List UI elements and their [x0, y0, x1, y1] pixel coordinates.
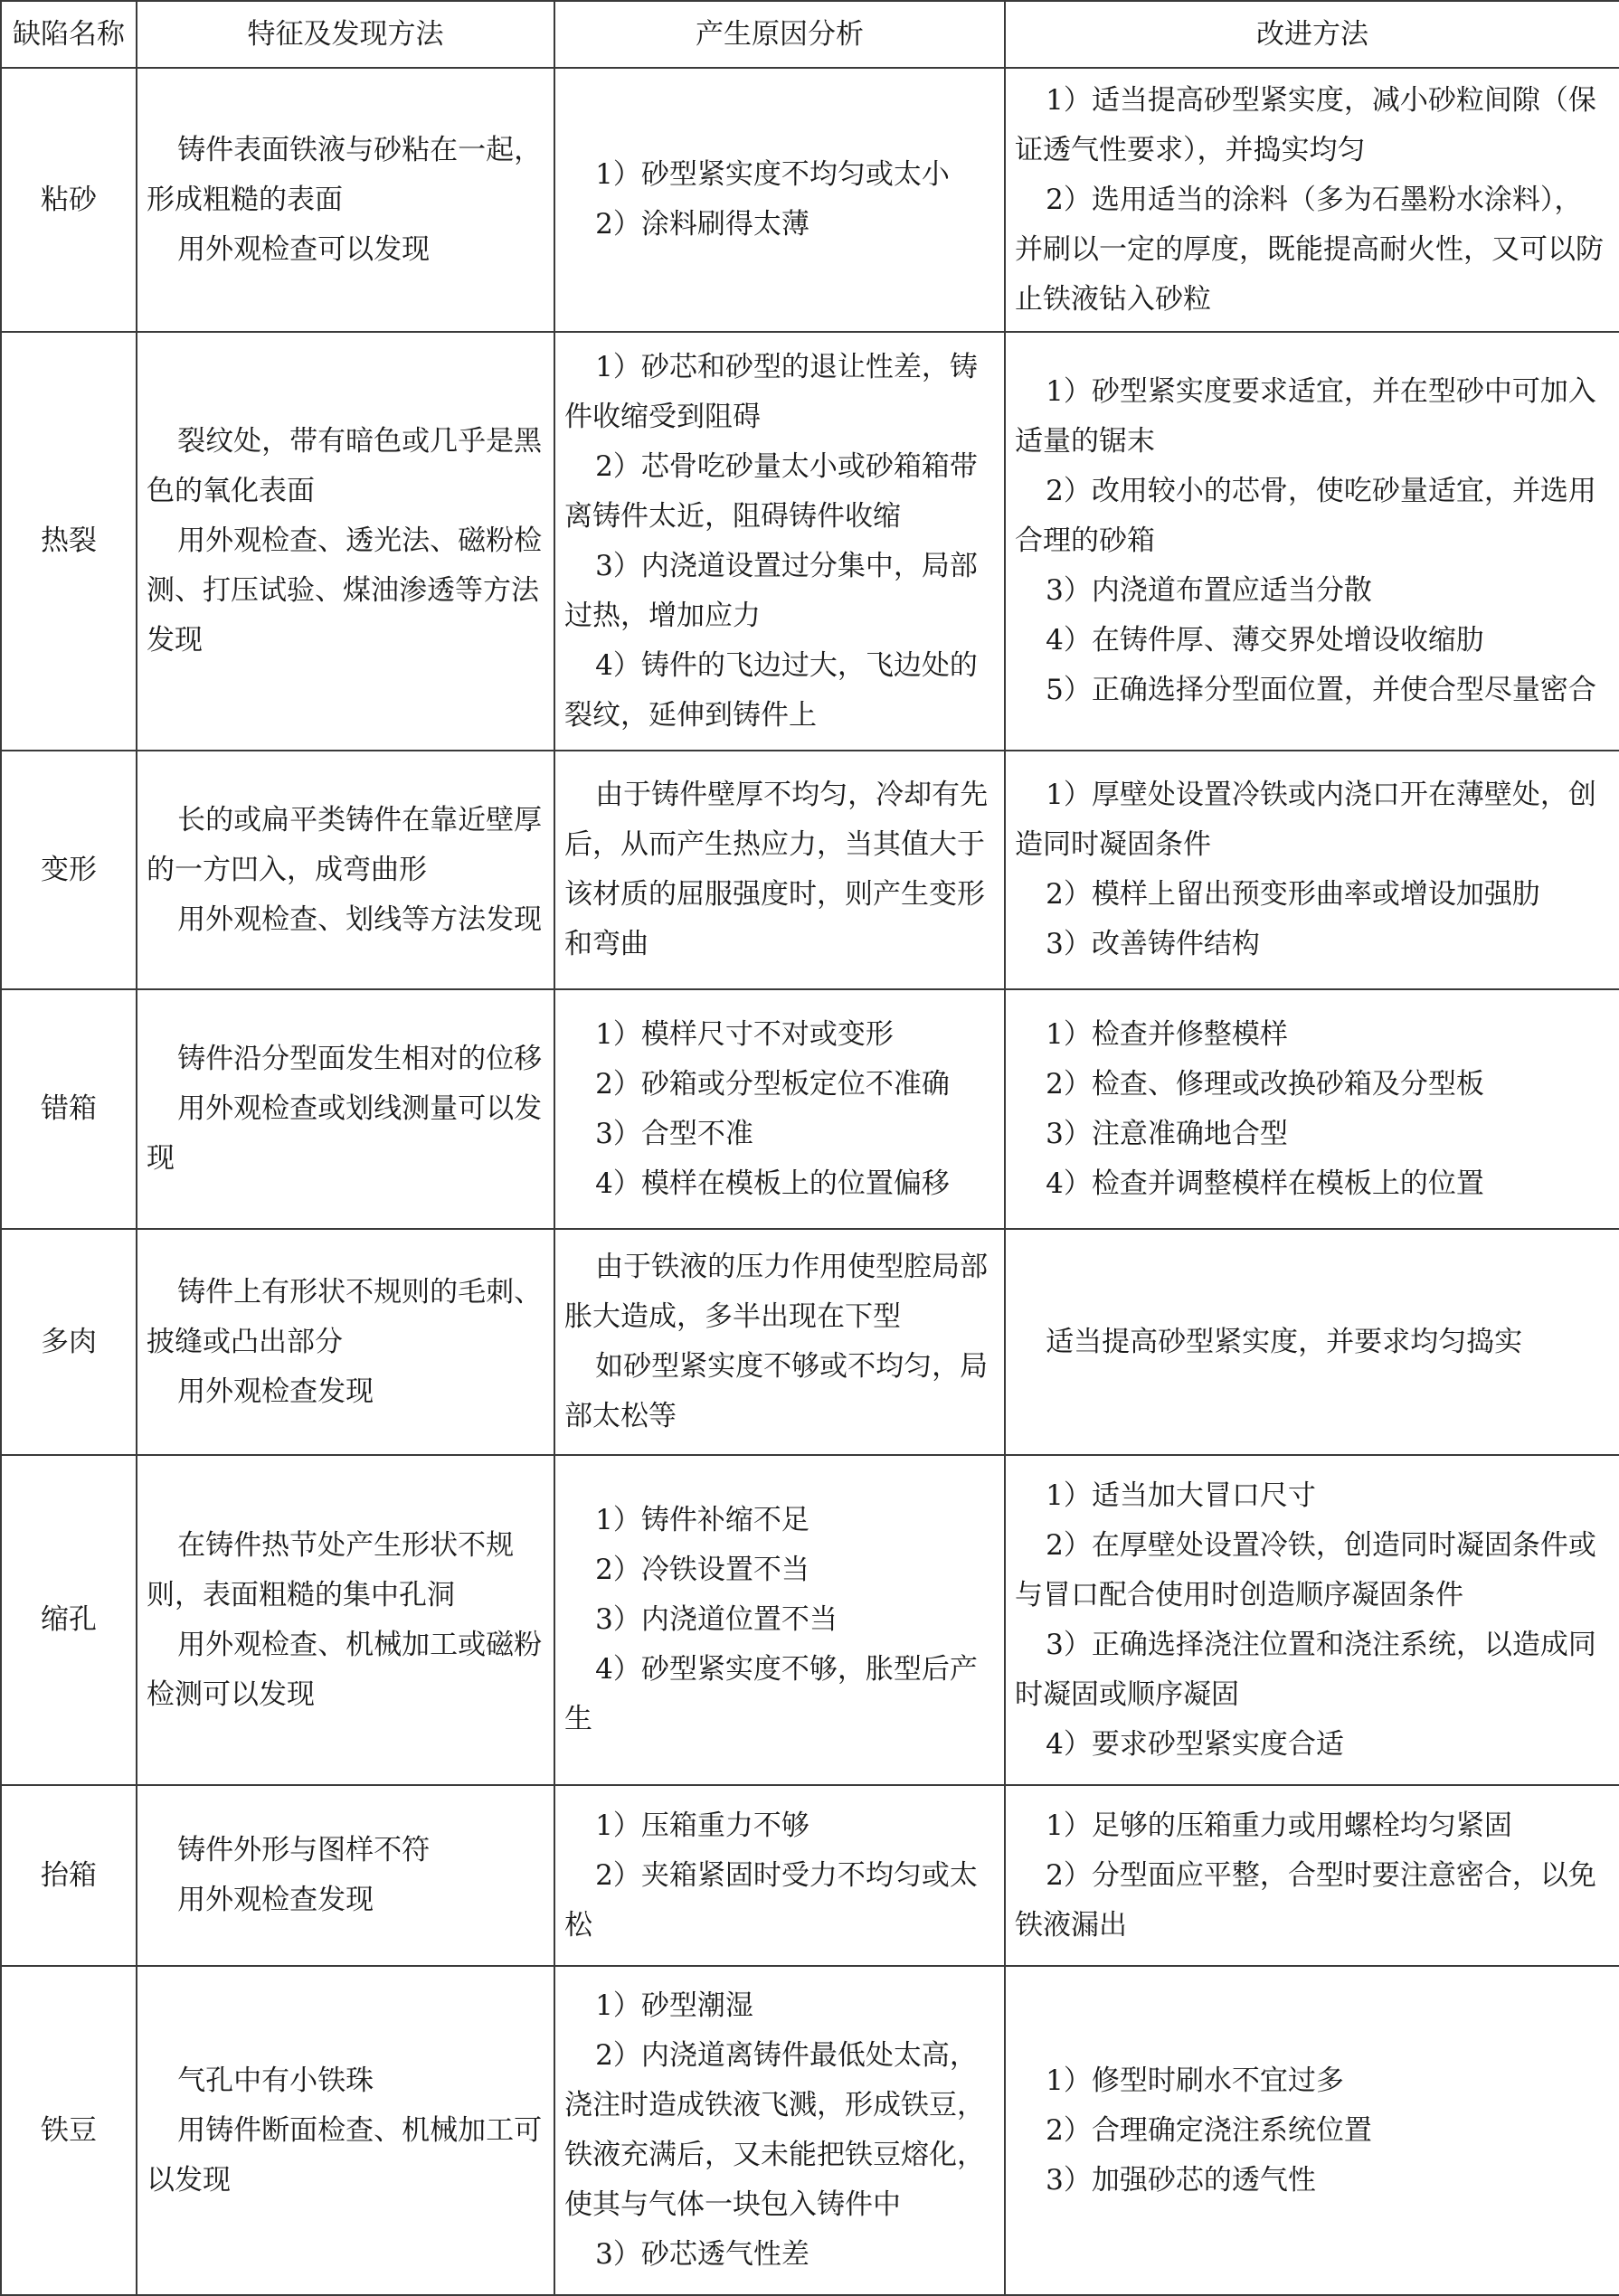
fixes-line: 2）选用适当的涂料（多为石墨粉水涂料），并刷以一定的厚度，既能提高耐火性，又可以防止铁液钻入砂粒	[1015, 183, 1604, 316]
causes-cell	[554, 1229, 1005, 1455]
features-line: 用外观检查或划线测量可以发现	[147, 1092, 543, 1175]
causes-line: 1）砂型紧实度不均匀或太小	[595, 158, 950, 191]
table-row	[1, 1229, 1619, 1455]
features-cell	[137, 1229, 554, 1455]
fixes-line: 1）砂型紧实度要求适宜，并在型砂中可加入适量的锯末	[1015, 375, 1596, 458]
causes-line: 4）砂型紧实度不够，胀型后产生	[564, 1653, 978, 1735]
causes-cell	[554, 1966, 1005, 2295]
causes-line: 1）砂型潮湿	[595, 1989, 753, 2022]
fixes-line: 2）合理确定浇注系统位置	[1046, 2113, 1372, 2147]
fixes-line: 2）分型面应平整，合型时要注意密合，以免铁液漏出	[1015, 1858, 1596, 1942]
fixes-cell	[1005, 332, 1619, 751]
features-line: 气孔中有小铁珠	[177, 2064, 374, 2097]
fixes-cell	[1005, 1966, 1619, 2295]
features-line: 用铸件断面检查、机械加工可以发现	[147, 2113, 543, 2197]
fixes-line: 4）在铸件厚、薄交界处增设收缩肋	[1046, 624, 1484, 657]
table-row	[1, 1966, 1619, 2295]
fixes-line: 1）修型时刷水不宜过多	[1046, 2064, 1344, 2097]
fixes-line: 1）适当加大冒口尺寸	[1046, 1479, 1316, 1512]
features-line: 在铸件热节处产生形状不规则，表面粗糙的集中孔洞	[147, 1528, 515, 1611]
causes-line: 1）压箱重力不够	[595, 1809, 810, 1842]
features-line: 长的或扁平类铸件在靠近壁厚的一方凹入，成弯曲形	[147, 803, 543, 886]
defect-name: 铁豆	[1, 1966, 137, 2295]
fixes-line: 2）模样上留出预变形曲率或增设加强肋	[1046, 878, 1540, 911]
causes-cell	[554, 751, 1005, 989]
features-line: 用外观检查、透光法、磁粉检测、打压试验、煤油渗透等方法发现	[147, 524, 543, 657]
header-causes: 产生原因分析	[554, 1, 1005, 68]
features-cell	[137, 332, 554, 751]
causes-line: 1）砂芯和砂型的退让性差，铸件收缩受到阻碍	[564, 350, 978, 433]
fixes-line: 适当提高砂型紧实度，并要求均匀捣实	[1046, 1325, 1523, 1358]
header-features: 特征及发现方法	[137, 1, 554, 68]
table-row	[1, 989, 1619, 1229]
causes-line: 如砂型紧实度不够或不均匀，局部太松等	[564, 1350, 989, 1432]
features-line: 铸件上有形状不规则的毛刺、披缝或凸出部分	[147, 1275, 543, 1358]
fixes-line: 4）检查并调整模样在模板上的位置	[1046, 1167, 1484, 1200]
fixes-line: 3）内浇道布置应适当分散	[1046, 574, 1372, 607]
fixes-line: 3）注意准确地合型	[1046, 1117, 1288, 1150]
fixes-cell	[1005, 1455, 1619, 1785]
defect-name: 多肉	[1, 1229, 137, 1455]
causes-line: 2）内浇道离铸件最低处太高，浇注时造成铁液飞溅，形成铁豆，铁液充满后，又未能把铁豆熔化，使其与气体一块包入铸件中	[564, 2039, 985, 2221]
causes-line: 由于铸件壁厚不均匀，冷却有先后，从而产生热应力，当其值大于该材质的屈服强度时，则产生变形和弯曲	[564, 779, 989, 960]
causes-line: 2）芯骨吃砂量太小或砂箱箱带离铸件太近，阻碍铸件收缩	[564, 449, 978, 533]
fixes-cell	[1005, 68, 1619, 332]
fixes-line: 1）适当提高砂型紧实度，减小砂粒间隙（保证透气性要求），并捣实均匀	[1015, 83, 1596, 166]
fixes-cell	[1005, 989, 1619, 1229]
table-row	[1, 332, 1619, 751]
features-line: 用外观检查、划线等方法发现	[177, 902, 543, 936]
features-line: 用外观检查可以发现	[177, 232, 431, 266]
features-line: 裂纹处，带有暗色或几乎是黑色的氧化表面	[147, 425, 543, 507]
fixes-line: 1）厚壁处设置冷铁或内浇口开在薄壁处，创造同时凝固条件	[1015, 779, 1596, 861]
features-cell	[137, 68, 554, 332]
causes-line: 1）模样尺寸不对或变形	[595, 1017, 894, 1051]
fixes-line: 4）要求砂型紧实度合适	[1046, 1727, 1344, 1761]
defect-name: 错箱	[1, 989, 137, 1229]
header-defect-name: 缺陷名称	[1, 1, 137, 68]
causes-line: 3）内浇道位置不当	[595, 1603, 838, 1636]
features-cell	[137, 1455, 554, 1785]
features-line: 用外观检查发现	[177, 1375, 374, 1408]
causes-line: 3）内浇道设置过分集中，局部过热，增加应力	[564, 549, 978, 632]
header-fixes: 改进方法	[1005, 1, 1619, 68]
causes-line: 2）涂料刷得太薄	[595, 208, 810, 241]
fixes-line: 3）改善铸件结构	[1046, 928, 1260, 960]
features-cell	[137, 989, 554, 1229]
causes-line: 3）砂芯透气性差	[595, 2238, 810, 2271]
causes-line: 由于铁液的压力作用使型腔局部胀大造成，多半出现在下型	[564, 1251, 989, 1333]
features-cell	[137, 1966, 554, 2295]
fixes-cell	[1005, 1785, 1619, 1966]
defect-name: 热裂	[1, 332, 137, 751]
causes-cell	[554, 68, 1005, 332]
defect-name: 抬箱	[1, 1785, 137, 1966]
features-line: 铸件沿分型面发生相对的位移	[177, 1043, 543, 1075]
features-line: 用外观检查、机械加工或磁粉检测可以发现	[147, 1628, 543, 1711]
causes-cell	[554, 332, 1005, 751]
fixes-cell	[1005, 751, 1619, 989]
header-row	[1, 1, 1619, 68]
causes-line: 2）冷铁设置不当	[595, 1554, 810, 1586]
fixes-line: 1）检查并修整模样	[1046, 1017, 1288, 1051]
fixes-cell	[1005, 1229, 1619, 1455]
causes-line: 2）砂箱或分型板定位不准确	[595, 1067, 950, 1101]
fixes-line: 3）正确选择浇注位置和浇注系统，以造成同时凝固或顺序凝固	[1015, 1628, 1596, 1711]
causes-cell	[554, 989, 1005, 1229]
features-cell	[137, 751, 554, 989]
defect-name: 粘砂	[1, 68, 137, 332]
table-row	[1, 1455, 1619, 1785]
causes-line: 2）夹箱紧固时受力不均匀或太松	[564, 1858, 978, 1942]
causes-line: 4）铸件的飞边过大，飞边处的裂纹，延伸到铸件上	[564, 648, 978, 732]
table-row	[1, 751, 1619, 989]
fixes-line: 3）加强砂芯的透气性	[1046, 2163, 1316, 2197]
features-cell	[137, 1785, 554, 1966]
fixes-line: 2）改用较小的芯骨，使吃砂量适宜，并选用合理的砂箱	[1015, 475, 1596, 557]
fixes-line: 2）检查、修理或改换砂箱及分型板	[1046, 1067, 1484, 1101]
causes-cell	[554, 1455, 1005, 1785]
features-line: 铸件外形与图样不符	[177, 1834, 431, 1866]
fixes-line: 1）足够的压箱重力或用螺栓均匀紧固	[1046, 1809, 1512, 1842]
causes-line: 4）模样在模板上的位置偏移	[595, 1167, 950, 1200]
features-line: 用外观检查发现	[177, 1884, 374, 1916]
table-row	[1, 68, 1619, 332]
defect-name: 变形	[1, 751, 137, 989]
table-row	[1, 1785, 1619, 1966]
fixes-line: 2）在厚壁处设置冷铁，创造同时凝固条件或与冒口配合使用时创造顺序凝固条件	[1015, 1528, 1596, 1611]
causes-line: 3）合型不准	[595, 1117, 753, 1150]
causes-line: 1）铸件补缩不足	[595, 1504, 810, 1536]
causes-cell	[554, 1785, 1005, 1966]
fixes-line: 5）正确选择分型面位置，并使合型尽量密合	[1046, 674, 1596, 706]
features-line: 铸件表面铁液与砂粘在一起，形成粗糙的表面	[147, 133, 543, 216]
defect-name: 缩孔	[1, 1455, 137, 1785]
